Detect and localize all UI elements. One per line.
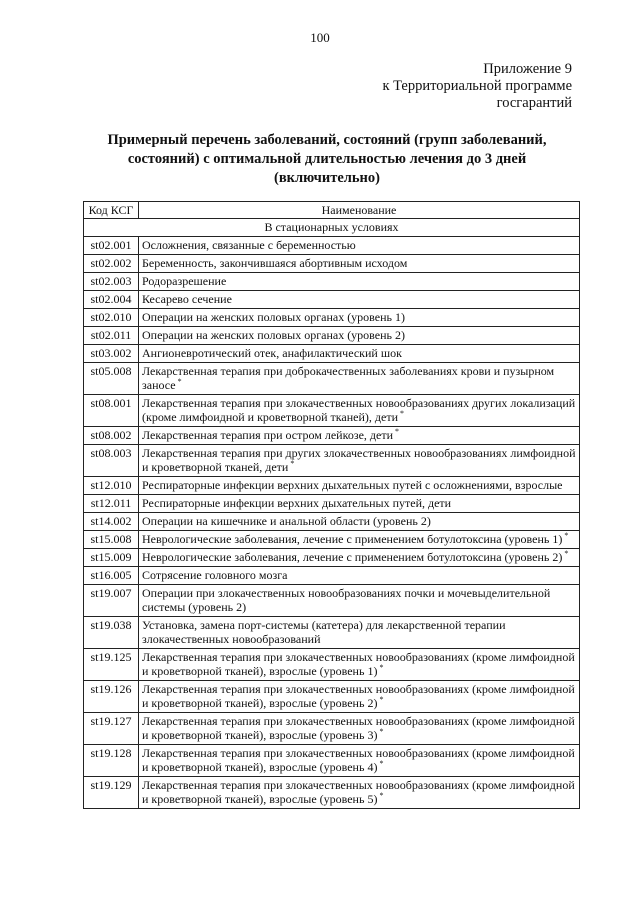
ksg-name-cell [139, 585, 580, 617]
ksg-code: st02.004 [84, 291, 139, 309]
ksg-code: st16.005 [84, 567, 139, 585]
ksg-name-cell [139, 549, 580, 567]
table-row [84, 549, 580, 567]
table-row [84, 681, 580, 713]
footnote-mark: * [379, 695, 384, 704]
footnote-mark: * [379, 759, 384, 768]
page-number: 100 [310, 30, 330, 45]
table-row [84, 713, 580, 745]
header-name: Наименование [139, 202, 580, 219]
ksg-code: st12.011 [84, 495, 139, 513]
table-row [84, 291, 580, 309]
ksg-name-cell [139, 363, 580, 395]
ksg-name: Родоразрешение [142, 274, 227, 288]
section-label: В стационарных условиях [84, 219, 580, 237]
appendix-line-3: госгарантий [496, 95, 572, 111]
ksg-code: st19.125 [84, 649, 139, 681]
table-row [84, 531, 580, 549]
ksg-name: Операции на женских половых органах (уровень 1) [142, 310, 405, 324]
table-row [84, 255, 580, 273]
ksg-name: Лекарственная терапия при злокачественных новообразованиях (кроме лимфоидной и кроветворной тканей), взрослые (уровень 2) [142, 682, 575, 710]
ksg-code: st19.126 [84, 681, 139, 713]
ksg-name: Лекарственная терапия при злокачественных новообразованиях (кроме лимфоидной и кроветворной тканей), взрослые (уровень 5) [142, 778, 575, 806]
ksg-name: Лекарственная терапия при остром лейкозе, дети [142, 428, 393, 442]
ksg-name-cell [139, 237, 580, 255]
ksg-name: Неврологические заболевания, лечение с применением ботулотоксина (уровень 1) [142, 532, 563, 546]
table-row [84, 327, 580, 345]
table-body [84, 219, 580, 809]
table-row [84, 567, 580, 585]
table-row [84, 363, 580, 395]
table-row [84, 777, 580, 809]
ksg-name: Лекарственная терапия при злокачественных новообразованиях (кроме лимфоидной и кроветворной тканей), взрослые (уровень 4) [142, 746, 575, 774]
footnote-mark: * [379, 791, 384, 800]
ksg-code: st08.003 [84, 445, 139, 477]
ksg-name-cell [139, 513, 580, 531]
ksg-code: st02.011 [84, 327, 139, 345]
table-row [84, 513, 580, 531]
ksg-name: Лекарственная терапия при доброкачественных заболеваниях крови и пузырном заносе [142, 364, 555, 392]
ksg-name: Осложнения, связанные с беременностью [142, 238, 356, 252]
ksg-name-cell [139, 395, 580, 427]
ksg-name: Кесарево сечение [142, 292, 232, 306]
ksg-name: Операции на женских половых органах (уровень 2) [142, 328, 405, 342]
ksg-code: st03.002 [84, 345, 139, 363]
ksg-code: st14.002 [84, 513, 139, 531]
ksg-name-cell [139, 427, 580, 445]
ksg-name-cell [139, 745, 580, 777]
section-row [84, 219, 580, 237]
ksg-code: st08.001 [84, 395, 139, 427]
ksg-name-cell [139, 617, 580, 649]
ksg-name-cell [139, 681, 580, 713]
ksg-name-cell [139, 291, 580, 309]
table-row [84, 445, 580, 477]
table-row [84, 477, 580, 495]
footnote-mark: * [400, 409, 404, 418]
appendix-header [382, 61, 572, 112]
ksg-name: Респираторные инфекции верхних дыхательных путей, дети [142, 496, 452, 510]
ksg-name-cell [139, 273, 580, 291]
table-row [84, 649, 580, 681]
ksg-name-cell [139, 713, 580, 745]
table-row [84, 395, 580, 427]
ksg-code: st05.008 [84, 363, 139, 395]
ksg-name: Операции на кишечнике и анальной области (уровень 2) [142, 514, 431, 528]
ksg-name: Лекарственная терапия при злокачественных новообразованиях (кроме лимфоидной и кроветворной тканей), взрослые (уровень 1) [142, 650, 575, 678]
ksg-code: st19.128 [84, 745, 139, 777]
footnote-mark: * [395, 427, 399, 436]
ksg-name-cell [139, 649, 580, 681]
ksg-code: st12.010 [84, 477, 139, 495]
ksg-name: Установка, замена порт-системы (катетера) для лекарственной терапии злокачественных новообразований [142, 618, 506, 646]
ksg-code: st19.007 [84, 585, 139, 617]
table-row [84, 427, 580, 445]
ksg-code: st02.010 [84, 309, 139, 327]
footnote-mark: * [564, 549, 569, 558]
ksg-code: st19.129 [84, 777, 139, 809]
ksg-code: st19.038 [84, 617, 139, 649]
footnote-mark: * [177, 377, 182, 386]
ksg-code: st02.002 [84, 255, 139, 273]
ksg-name-cell [139, 345, 580, 363]
ksg-name-cell [139, 309, 580, 327]
footnote-mark: * [379, 727, 384, 736]
table-row [84, 495, 580, 513]
table-row [84, 617, 580, 649]
ksg-code: st15.008 [84, 531, 139, 549]
footnote-mark: * [564, 531, 569, 540]
footnote-mark: * [379, 663, 384, 672]
appendix-line-2: к Территориальной программе [382, 78, 572, 94]
title-line-2: состояний) с оптимальной длительностью лечения до 3 дней [127, 151, 527, 167]
ksg-code: st15.009 [84, 549, 139, 567]
ksg-name-cell [139, 327, 580, 345]
title-line-1: Примерный перечень заболеваний, состояний (групп заболеваний, [107, 132, 547, 148]
ksg-name: Сотрясение головного мозга [142, 568, 288, 582]
ksg-name: Лекарственная терапия при злокачественных новообразованиях других локализаций (кроме лимфоидной и кроветворной тканей), дети [142, 396, 576, 424]
ksg-name: Лекарственная терапия при злокачественных новообразованиях (кроме лимфоидной и кроветворной тканей), взрослые (уровень 3) [142, 714, 575, 742]
table-header-row [84, 202, 580, 219]
table-row [84, 273, 580, 291]
ksg-name: Операции при злокачественных новообразованиях почки и мочевыделительной системы (уровень 2) [142, 586, 551, 614]
ksg-code: st19.127 [84, 713, 139, 745]
ksg-code: st08.002 [84, 427, 139, 445]
ksg-table [83, 201, 580, 809]
ksg-code: st02.001 [84, 237, 139, 255]
table-row [84, 585, 580, 617]
table-row [84, 345, 580, 363]
ksg-name: Неврологические заболевания, лечение с применением ботулотоксина (уровень 2) [142, 550, 563, 564]
table-row [84, 237, 580, 255]
title-line-3: (включительно) [273, 170, 380, 186]
ksg-name-cell [139, 445, 580, 477]
ksg-code: st02.003 [84, 273, 139, 291]
ksg-name-cell [139, 477, 580, 495]
ksg-name: Ангионевротический отек, анафилактический шок [142, 346, 402, 360]
ksg-name-cell [139, 255, 580, 273]
header-code: Код КСГ [84, 202, 139, 219]
table-row [84, 745, 580, 777]
ksg-name: Беременность, закончившаяся абортивным исходом [142, 256, 408, 270]
document-title [80, 131, 574, 188]
ksg-name: Респираторные инфекции верхних дыхательных путей с осложнениями, взрослые [142, 478, 563, 492]
ksg-name-cell [139, 567, 580, 585]
ksg-name-cell [139, 777, 580, 809]
footnote-mark: * [290, 459, 295, 468]
ksg-name-cell [139, 531, 580, 549]
ksg-name: Лекарственная терапия при других злокачественных новообразованиях лимфоидной и кроветворной тканей, дети [142, 446, 576, 474]
ksg-name-cell [139, 495, 580, 513]
appendix-line-1: Приложение 9 [483, 61, 572, 77]
table-row [84, 309, 580, 327]
